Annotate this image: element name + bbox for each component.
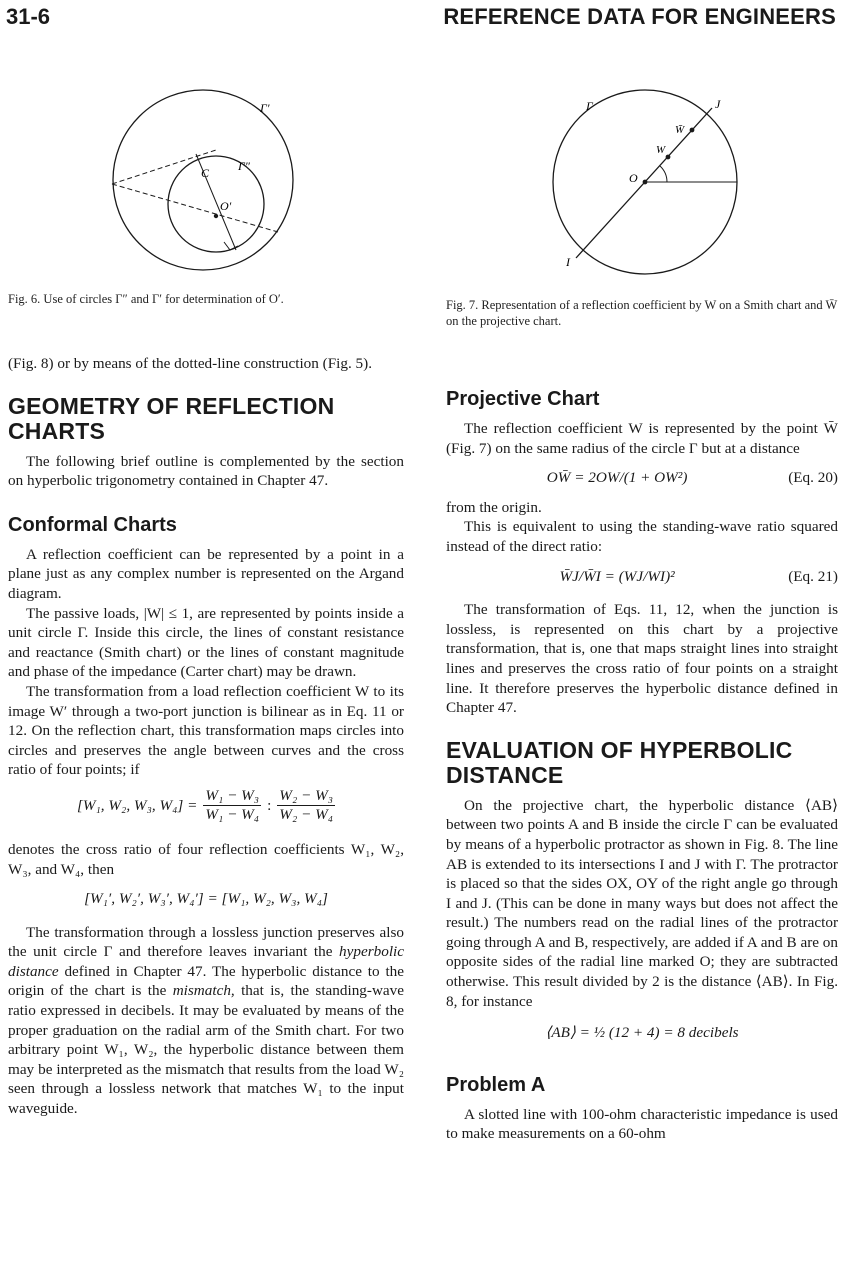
equation-21 xyxy=(446,567,838,587)
point-w-bar xyxy=(690,128,695,133)
label-j: J xyxy=(715,97,721,111)
cross-ratio-lhs: [W₁, W₂, W₃, W₄] = xyxy=(76,797,198,815)
paragraph-conformal-1: A reflection coefficient can be represented by a point in a plane just as any complex number is represented on the Argand diagram. xyxy=(8,545,404,602)
paragraph-projective-2a: from the origin. xyxy=(446,498,542,516)
paragraph-evaluation: On the projective chart, the hyperbolic distance ⟨AB⟩ between two points A and B inside the circle Γ can be evaluated by means of a hyperbolic protractor as shown in Fig. 8. The line AB is extended to its intersections I and J with Γ. The protractor is placed so that the sides OX, OY of the right angle go through I and J. (This can be done in many ways but does not affect the result.) The numbers read on the radial lines of the protractor going through A and B, respectively, are added if A and B are on opposite sides of the radial line marked O; they are subtracted otherwise. This result divided by 2 is the distance ⟨AB⟩. In Fig. 8, for instance xyxy=(446,796,838,1010)
left-column xyxy=(8,354,404,1119)
fraction-2-numerator: W₂ − W₃ xyxy=(279,787,334,805)
paragraph-projective-1: The reflection coefficient W is represented by the point W̄ (Fig. 7) on the same radius of the circle Γ but at a distance xyxy=(446,420,838,457)
paragraph-denotes: denotes the cross ratio of four reflection coefficients W₁, W₂, W₃, and W₄, then xyxy=(8,840,404,878)
paragraph-conformal-2: The passive loads, |W| ≤ 1, are represented by points inside a unit circle Γ. Inside this circle, the lines of constant resistance and reactance (Smith chart) or the lines of constant magnitude and phase of the impedance (Carter chart) may be drawn. xyxy=(8,604,404,681)
equation-20-tag: (Eq. 20) xyxy=(788,469,838,487)
equation-cross-ratio xyxy=(8,780,404,832)
label-c: C xyxy=(201,166,210,180)
figure-6-diagram xyxy=(100,80,300,280)
figure-7-caption: Fig. 7. Representation of a reflection coefficient by W on a Smith chart and W̄ on the projective chart. xyxy=(446,298,838,328)
equation-20 xyxy=(446,468,838,488)
right-column xyxy=(446,387,838,1144)
equation-ab xyxy=(446,1023,838,1043)
paragraph-lossless xyxy=(8,923,404,1119)
figure-7-diagram xyxy=(548,80,748,280)
paragraph-conformal-3: The transformation from a load reflection coefficient W to its image W′ through a two-port junction is bilinear as in Eq. 11 or 12. On the reflection chart, this transformation maps circles into circles and preserves the angle between curves and the cross ratio of four points; if xyxy=(8,682,404,779)
page-number: 31-6 xyxy=(6,4,51,29)
label-gamma-double-prime: Γ″ xyxy=(238,159,250,173)
intro-paragraph: (Fig. 8) or by means of the dotted-line construction (Fig. 5). xyxy=(8,355,373,372)
term-hyperbolic-distance: hyperbolic distance xyxy=(8,943,404,980)
fraction-1-denominator: W₁ − W₄ xyxy=(205,806,260,824)
heading-evaluation: EVALUATION OF HYPERBOLIC DISTANCE xyxy=(446,736,793,788)
heading-projective: Projective Chart xyxy=(446,388,600,410)
heading-geometry: GEOMETRY OF REFLECTION CHARTS xyxy=(8,392,335,444)
fraction-1 xyxy=(203,787,261,824)
heading-problem-a: Problem A xyxy=(446,1073,546,1096)
lossless-text-3: that is, the standing-wave ratio expressed in decibels. It may be evaluated by means of the proper graduation on the radial arm of the Smith chart. For two arbitrary point W₁, W₂, the hyperbolic distance between them may be interpreted as the mismatch that results from the load W₂ seen through a lossless network that matches W₁ to the input waveguide. xyxy=(8,982,404,1118)
equation-ab-body: ⟨AB⟩ = ½ (12 + 4) = 8 decibels xyxy=(545,1024,739,1042)
term-mismatch: mismatch, xyxy=(172,982,235,1000)
point-o xyxy=(643,180,648,185)
point-o-prime xyxy=(214,214,218,218)
fraction-1-numerator: W₁ − W₃ xyxy=(205,787,260,805)
fraction-2-denominator: W₂ − W₄ xyxy=(279,806,334,824)
paragraph-geometry: The following brief outline is complemented by the section on hyperbolic trigonometry contained in Chapter 47. xyxy=(8,452,404,490)
lossless-text-2: defined in Chapter 47. The hyperbolic distance to the origin of the chart is the xyxy=(8,962,404,1000)
label-w: W xyxy=(656,144,666,156)
page-header xyxy=(0,0,846,36)
paragraph-projective-2b: This is equivalent to using the standing-wave ratio squared instead of the direct ratio: xyxy=(446,518,838,555)
label-o: O xyxy=(629,171,638,185)
label-gamma: Γ xyxy=(586,99,593,113)
running-title: REFERENCE DATA FOR ENGINEERS xyxy=(443,4,836,29)
point-w xyxy=(666,155,671,160)
label-o-prime: O′ xyxy=(220,199,232,213)
lossless-text-1: The transformation through a lossless junction preserves also the unit circle Γ and therefore leaves invariant the xyxy=(8,923,404,961)
cross-ratio-separator: : xyxy=(267,797,272,815)
dashed-tangent-lower xyxy=(112,184,278,232)
equation-21-tag: (Eq. 21) xyxy=(788,567,838,585)
paragraph-problem-a: A slotted line with 100-ohm characteristic impedance is used to make measurements on a 60-ohm xyxy=(446,1105,838,1143)
equation-invariant xyxy=(8,889,404,909)
label-w-bar: W̄ xyxy=(675,124,685,136)
circle-gamma-prime xyxy=(113,90,293,270)
invariant-body: [W₁′, W₂′, W₃′, W₄′] = [W₁, W₂, W₃, W₄] xyxy=(84,890,328,908)
paragraph-projective-3: The transformation of Eqs. 11, 12, when the junction is lossless, is represented on this chart by a projective transformation, that is, one that maps straight lines into straight lines and preserves the cross ratio of four points on a straight line. It therefore preserves the hyperbolic distance defined in Chapter 47. xyxy=(446,601,838,717)
equation-20-body: OW̄ = 2OW/(1 + OW²) xyxy=(546,469,688,487)
equation-21-body: W̄J/W̄I = (WJ/WI)² xyxy=(559,567,675,585)
label-i: I xyxy=(566,255,570,269)
fraction-2 xyxy=(277,787,335,824)
label-gamma-prime: Γ′ xyxy=(260,101,270,115)
angle-arc xyxy=(660,166,667,182)
heading-conformal: Conformal Charts xyxy=(8,513,177,536)
figure-6-caption: Fig. 6. Use of circles Γ″ and Γ′ for determination of O′. xyxy=(8,292,284,306)
